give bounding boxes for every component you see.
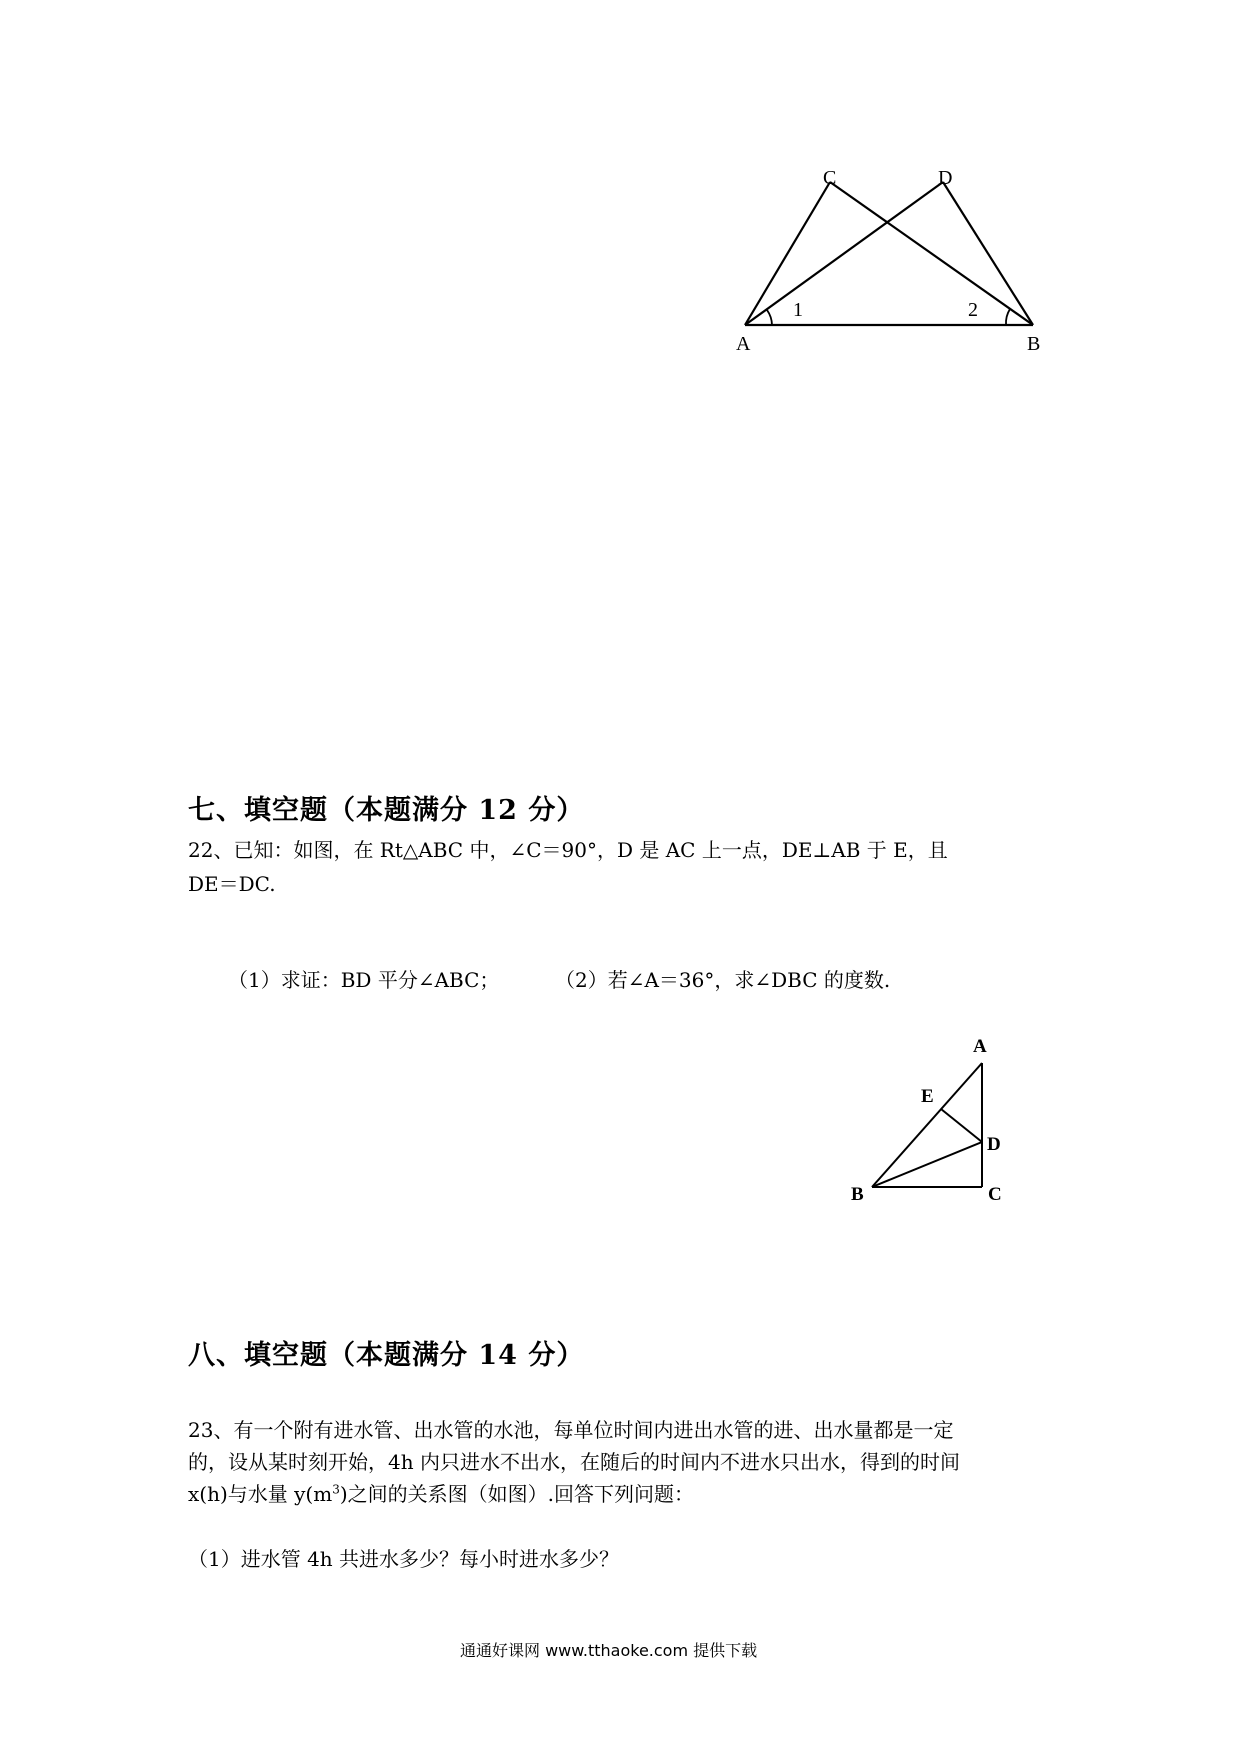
point-label-b: B [1027,333,1041,355]
unit-exponent: 3 [332,1482,340,1497]
point-label-a: A [973,1036,987,1057]
page-footer: 通通好课网 www.tthaoke.com 提供下载 [460,1641,758,1660]
angle-label-1: 1 [793,299,803,321]
point-label-a: A [736,333,751,355]
segment-ab [872,1063,982,1187]
segment-cb [830,182,1033,325]
point-label-c: C [988,1184,1002,1205]
figure-triangles-abcd [720,160,1050,360]
segment-ad [745,182,943,325]
problem23-line1: 23、有一个附有进水管、出水管的水池，每单位时间内进出水管的进、出水量都是一定 [188,1418,954,1442]
angle-arc-1 [767,310,772,325]
segment-db [943,182,1033,325]
segment-ac [745,182,830,325]
angle-arc-2 [1006,309,1010,325]
point-label-e: E [921,1086,934,1107]
segment-bd [872,1142,982,1187]
problem22-line1: 22、已知：如图，在 Rt△ABC 中，∠C＝90°，D 是 AC 上一点，DE⊥AB 于 E，且 [188,838,948,862]
point-label-c: C [823,167,837,189]
section8-heading: 八、填空题（本题满分 14 分） [188,1340,585,1371]
problem23-line3 [188,1476,694,1513]
problem22-sub2: （2）若∠A＝36°，求∠DBC 的度数. [555,968,891,992]
point-label-b: B [851,1184,864,1205]
problem23-sub1: （1）进水管 4h 共进水多少？每小时进水多少？ [188,1547,620,1571]
problem22-sub1: （1）求证：BD 平分∠ABC； [228,968,500,992]
problem22-line2: DE＝DC. [188,872,276,896]
figure-right-triangle [840,1030,1020,1215]
point-label-d: D [987,1134,1001,1155]
problem23-line3-end: )之间的关系图（如图）.回答下列问题： [339,1482,695,1506]
segment-de [941,1109,982,1142]
point-label-d: D [938,167,953,189]
section7-heading: 七、填空题（本题满分 12 分） [188,795,585,826]
angle-label-2: 2 [968,299,978,321]
problem23-line2: 的，设从某时刻开始，4h 内只进水不出水，在随后的时间内不进水只出水，得到的时间 [188,1450,960,1474]
problem23-line3-start: x(h)与水量 y(m [188,1482,333,1506]
